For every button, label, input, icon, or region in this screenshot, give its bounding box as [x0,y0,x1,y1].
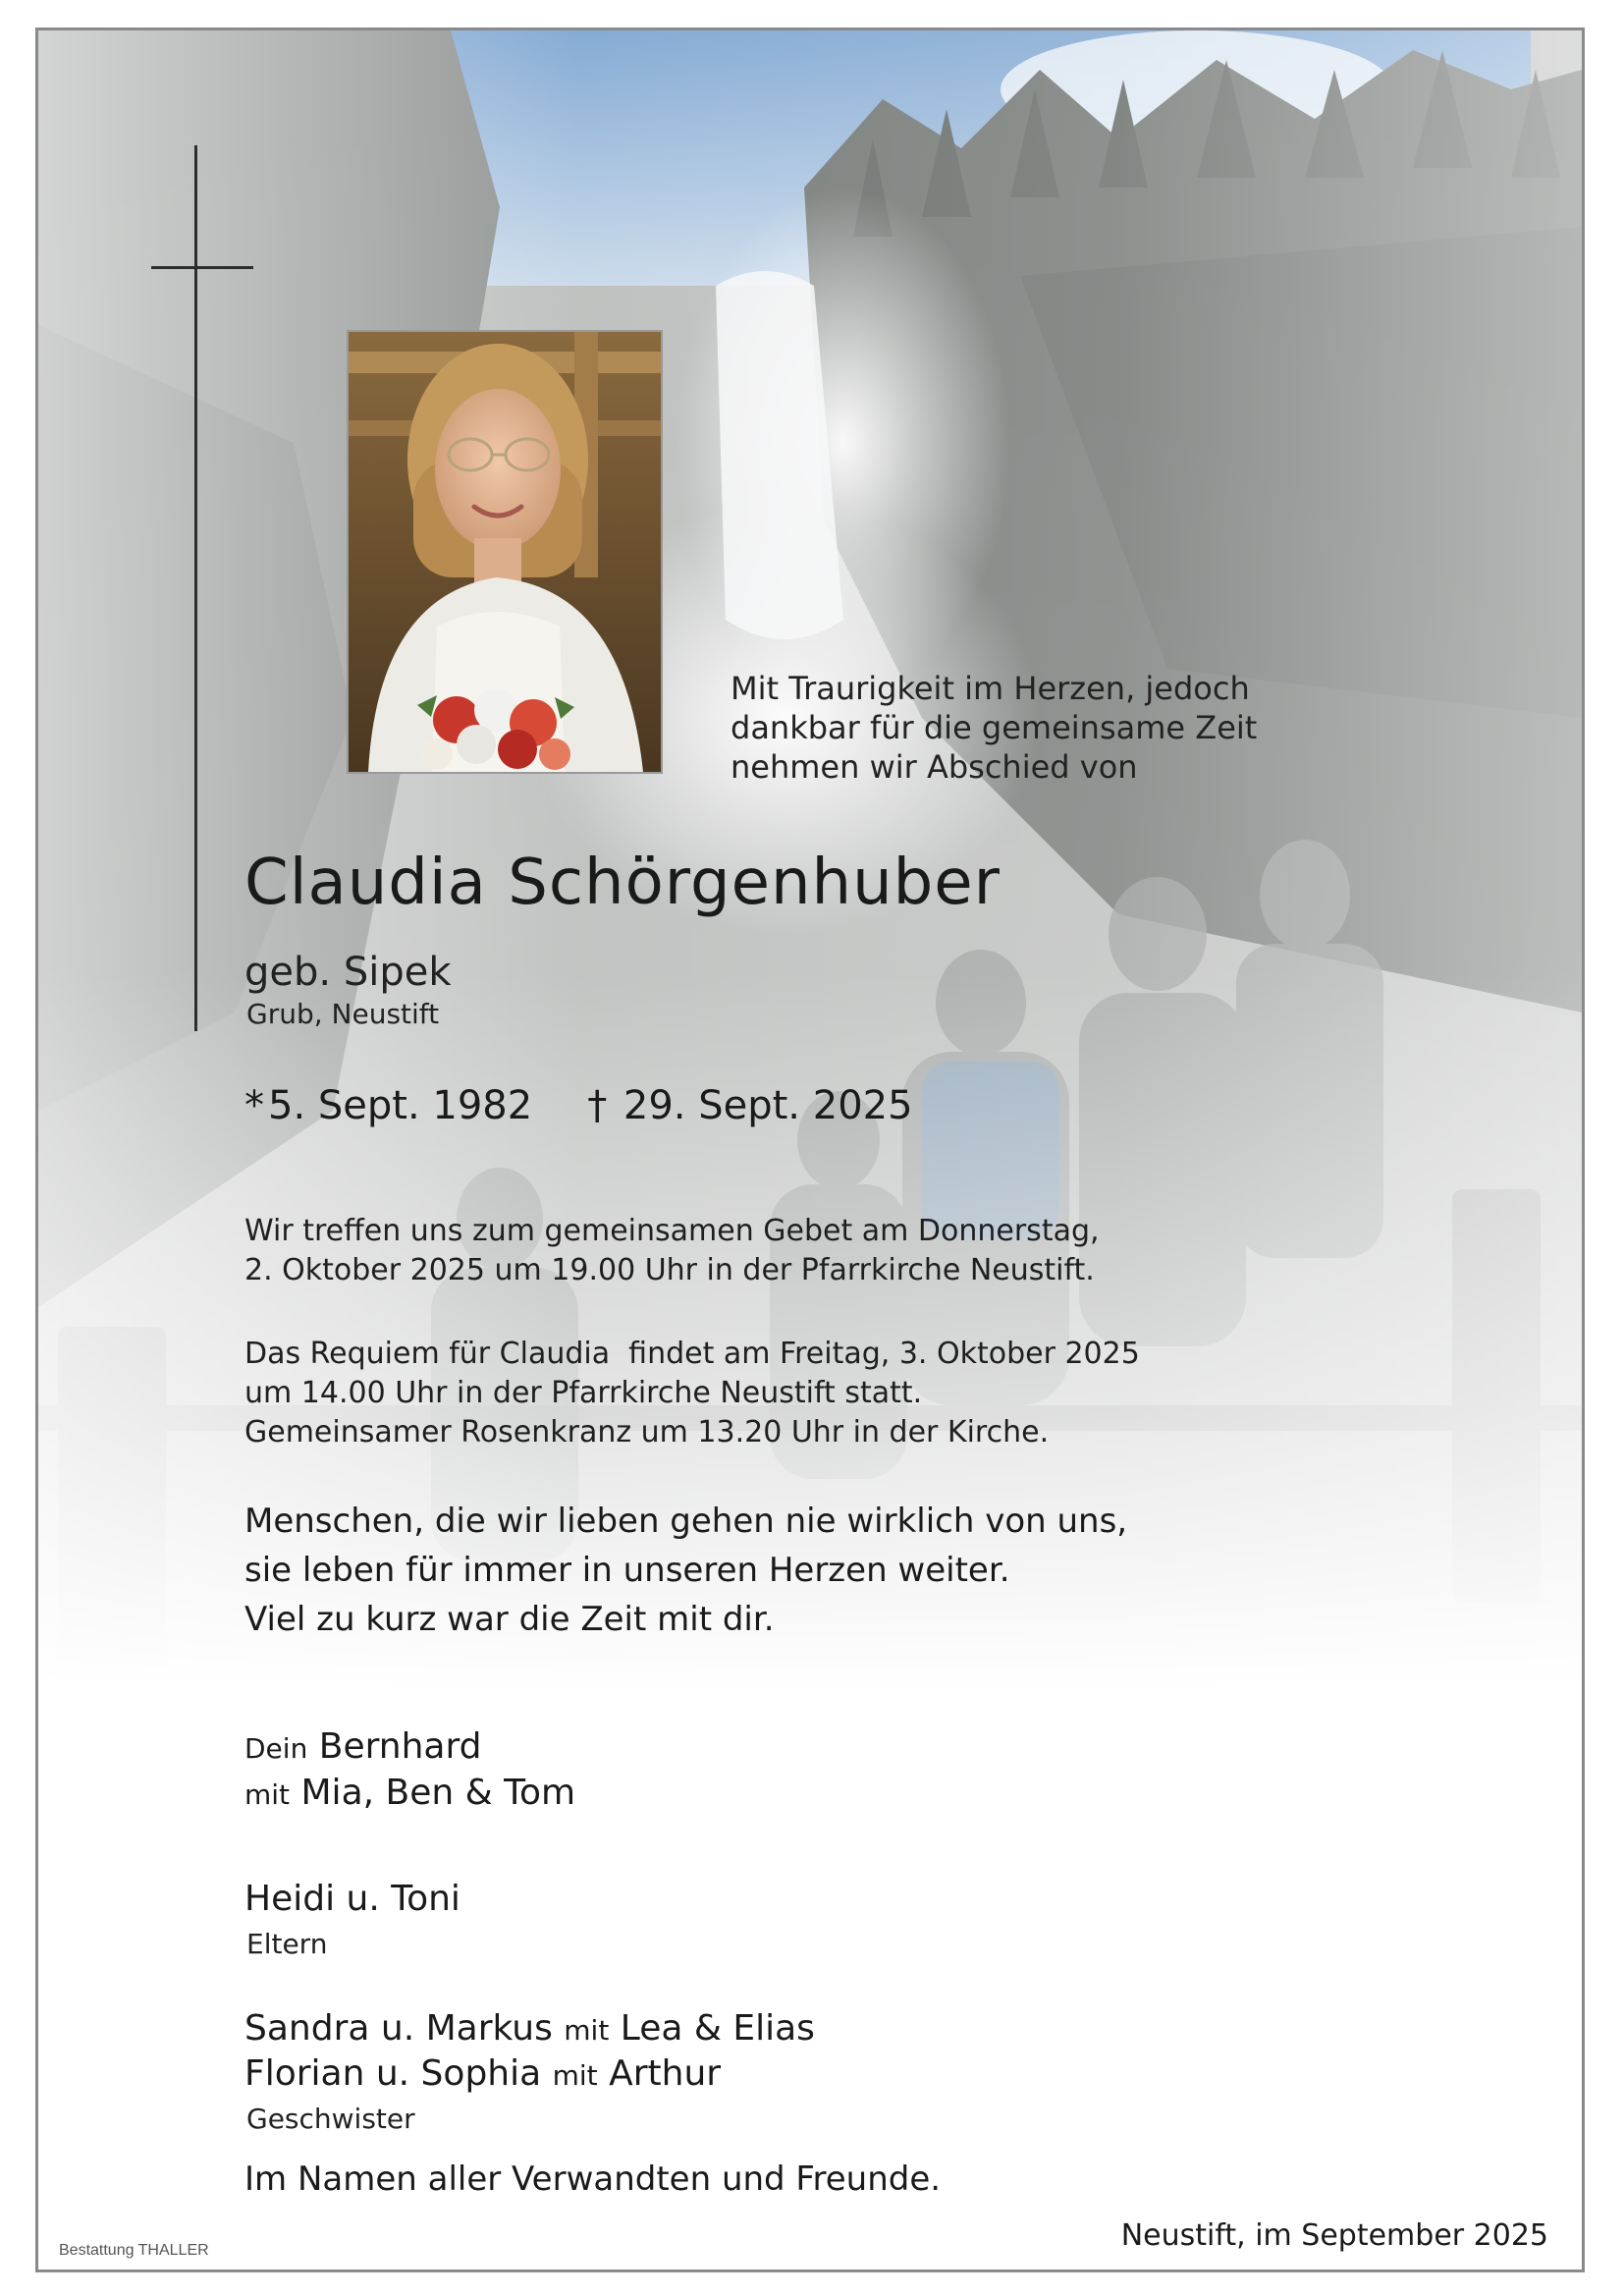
portrait-photo [347,330,663,774]
siblings-role: Geschwister [246,2103,415,2135]
verse-line: Menschen, die wir lieben gehen nie wirklich von uns, [244,1502,1128,1541]
place-and-date: Neustift, im September 2025 [1120,2218,1548,2253]
mourner-parents: Heidi u. Toni [244,1879,460,1919]
sibling2-names: Florian u. Sophia [244,2053,542,2094]
sibling1-with: mit [564,2014,610,2047]
requiem-notice [244,1335,1140,1452]
obituary-frame [35,27,1585,2272]
verse-line: sie leben für immer in unseren Herzen weiter. [244,1551,1010,1590]
prayer-notice [244,1212,1100,1290]
mourner-sibling-2 [244,2051,721,2099]
husband-prefix: Dein [244,1732,308,1765]
birth-star-icon: * [244,1083,264,1128]
maiden-name: geb. Sipek [244,950,452,995]
birth-date: 5. Sept. 1982 [268,1083,533,1128]
sibling2-with: mit [552,2059,598,2092]
requiem-line: Das Requiem für Claudia findet am Freitag, 3. Oktober 2025 [244,1337,1140,1371]
cross-vertical-bar [194,145,197,1031]
requiem-line: Gemeinsamer Rosenkranz um 13.20 Uhr in der Kirche. [244,1415,1050,1449]
intro-line: Mit Traurigkeit im Herzen, jedoch [731,670,1250,707]
mourner-sibling-1 [244,2006,815,2053]
cross-horizontal-bar [151,266,253,269]
sibling2-children: Arthur [609,2053,722,2094]
intro-line: nehmen wir Abschied von [731,748,1138,786]
undertaker-credit: Bestattung THALLER [59,2242,209,2259]
husband-name: Bernhard [318,1726,482,1767]
prayer-line: Wir treffen uns zum gemeinsamen Gebet am Donnerstag, [244,1214,1100,1248]
children-prefix: mit [244,1778,291,1811]
sibling1-children: Lea & Elias [620,2008,815,2049]
verse-line: Viel zu kurz war die Zeit mit dir. [244,1600,775,1639]
deceased-name: Claudia Schörgenhuber [244,847,1001,919]
mourner-children [244,1771,575,1818]
children-names: Mia, Ben & Tom [300,1773,576,1813]
closing-line: Im Namen aller Verwandten und Freunde. [244,2159,942,2199]
life-dates [244,1081,913,1130]
prayer-line: 2. Oktober 2025 um 19.00 Uhr in der Pfarrkirche Neustift. [244,1253,1095,1287]
parents-role: Eltern [246,1928,328,1960]
death-date: 29. Sept. 2025 [623,1083,913,1128]
residence: Grub, Neustift [246,998,440,1030]
mourner-husband [244,1724,482,1772]
requiem-line: um 14.00 Uhr in der Pfarrkirche Neustift statt. [244,1376,923,1410]
death-cross-icon: † [587,1083,608,1128]
intro-line: dankbar für die gemeinsame Zeit [731,709,1258,746]
sibling1-names: Sandra u. Markus [244,2008,553,2049]
memorial-verse [244,1497,1127,1644]
intro-text [731,669,1257,787]
